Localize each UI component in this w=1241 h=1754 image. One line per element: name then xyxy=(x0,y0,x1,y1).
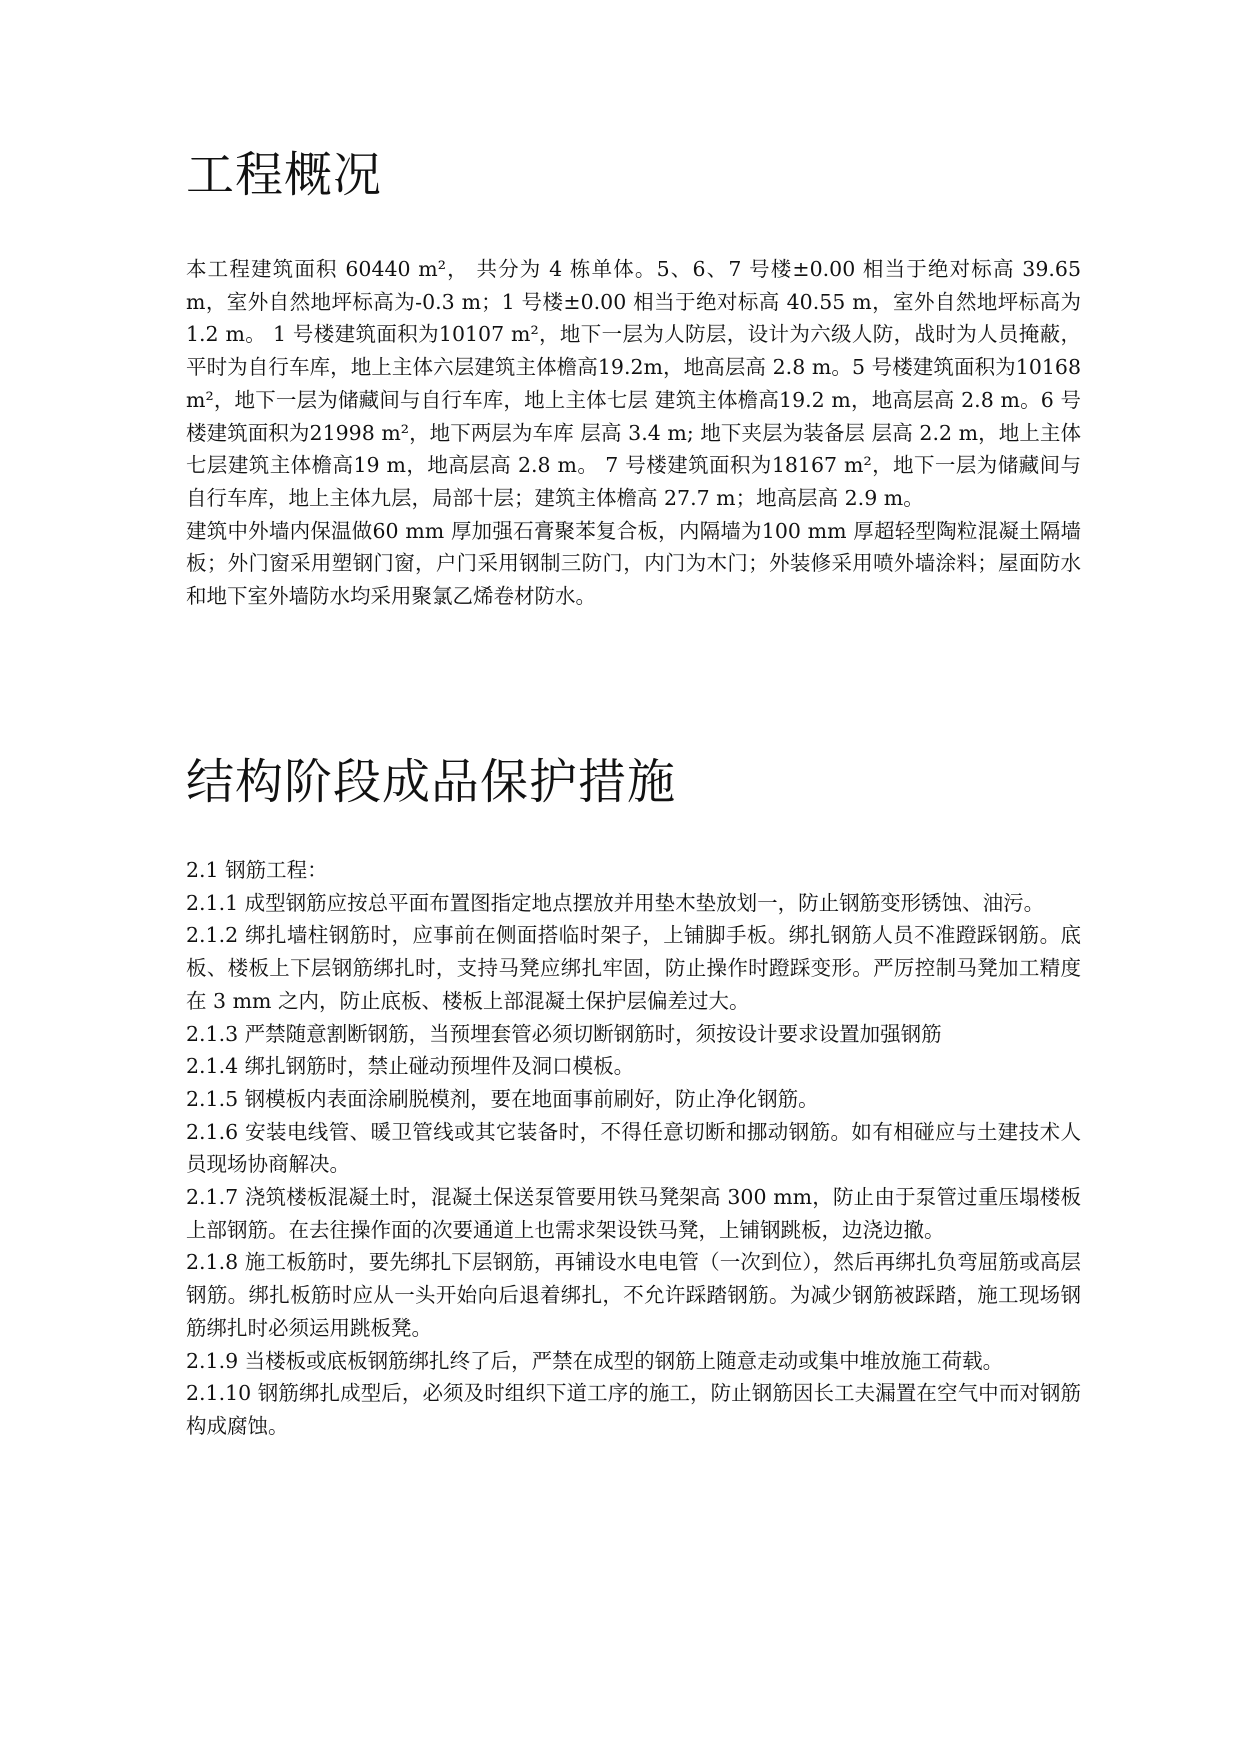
measure-item-2-1-4: 2.1.4 绑扎钢筋时，禁止碰动预埋件及洞口模板。 xyxy=(186,1054,635,1079)
section-body-overview xyxy=(186,253,1081,613)
measure-item-2-1-7: 2.1.7 浇筑楼板混凝土时，混凝土保送泵管要用铁马凳架高 300 mm，防止由于泵管过重压塌楼板上部钢筋。在去往操作面的次要通道上也需求架设铁马凳，上铺钢跳板，边浇边撤。 xyxy=(186,1185,1081,1242)
section-heading-protection-measures: 结构阶段成品保护措施 xyxy=(186,754,677,810)
measure-item-2-1-6: 2.1.6 安装电线管、暖卫管线或其它装备时，不得任意切断和挪动钢筋。如有相碰应与土建技术人员现场协商解决。 xyxy=(186,1119,1081,1177)
measure-item-2-1-9: 2.1.9 当楼板或底板钢筋绑扎终了后，严禁在成型的钢筋上随意走动或集中堆放施工荷载。 xyxy=(186,1348,1004,1373)
overview-paragraph-buildings: 本工程建筑面积 60440 m²， 共分为 4 栋单体。5、6、7 号楼±0.00 相当于绝对标高 39.65 m，室外自然地坪标高为-0.3 m；1 号楼±0.00 相当于绝对标高 40.55 m，室外自然地坪标高为1.2 m。 1 号楼建筑面积为10107 m²，地下一层为人防层，设计为六级人防，战时为人员掩蔽，平时为自行车库，地上主体六层建筑主体檐高19.2m，地高层高 2.8 m。5 号楼建筑面积为10168 m²，地下一层为储藏间与自行车库，地上主体七层 建筑主体檐高19.2 m，地高层高 2.8 m。6 号楼建筑面积为21998 m²，地下两层为车库 层高 3.4 m; 地下夹层为装备层 层高 2.2 m，地上主体七层建筑主体檐高19 m，地高层高 2.8 m。 7 号楼建筑面积为18167 m²，地下一层为储藏间与自行车库，地上主体九层，局部十层；建筑主体檐高 27.7 m；地高层高 2.9 m。 xyxy=(186,257,1081,510)
measure-item-2-1-5: 2.1.5 钢模板内表面涂刷脱模剂，要在地面事前刷好，防止净化钢筋。 xyxy=(186,1086,819,1111)
measure-item-2-1-3: 2.1.3 严禁随意割断钢筋，当预埋套管必须切断钢筋时，须按设计要求设置加强钢筋 xyxy=(186,1021,942,1046)
measure-item-2-1-8: 2.1.8 施工板筋时，要先绑扎下层钢筋，再铺设水电电管（一次到位），然后再绑扎负弯屈筋或高层钢筋。绑扎板筋时应从一头开始向后退着绑扎，不允许踩踏钢筋。为减少钢筋被踩踏，施工现场钢筋绑扎时必须运用跳板凳。 xyxy=(186,1250,1081,1340)
overview-paragraph-finishes: 建筑中外墙内保温做60 mm 厚加强石膏聚苯复合板，内隔墙为100 mm 厚超轻型陶粒混凝土隔墙板；外门窗采用塑钢门窗，户门采用钢制三防门，内门为木门；外装修采用喷外墙涂料；屋面防水和地下室外墙防水均采用聚氯乙烯卷材防水。 xyxy=(186,518,1081,609)
measure-item-2-1-1: 2.1.1 成型钢筋应按总平面布置图指定地点摆放并用垫木垫放划一，防止钢筋变形锈蚀、油污。 xyxy=(186,890,1045,915)
section-body-protection-measures xyxy=(186,854,1081,1443)
measure-item-2-1-10: 2.1.10 钢筋绑扎成型后，必须及时组织下道工序的施工，防止钢筋因长工夫漏置在空气中而对钢筋构成腐蚀。 xyxy=(186,1381,1081,1438)
section-heading-overview: 工程概况 xyxy=(186,147,383,203)
measure-item-2-1: 2.1 钢筋工程： xyxy=(186,858,328,882)
measure-item-2-1-2: 2.1.2 绑扎墙柱钢筋时，应事前在侧面搭临时架子，上铺脚手板。绑扎钢筋人员不准蹬踩钢筋。底板、楼板上下层钢筋绑扎时，支持马凳应绑扎牢固，防止操作时蹬踩变形。严厉控制马凳加工精度在 3 mm 之内，防止底板、楼板上部混凝土保护层偏差过大。 xyxy=(186,923,1081,1013)
